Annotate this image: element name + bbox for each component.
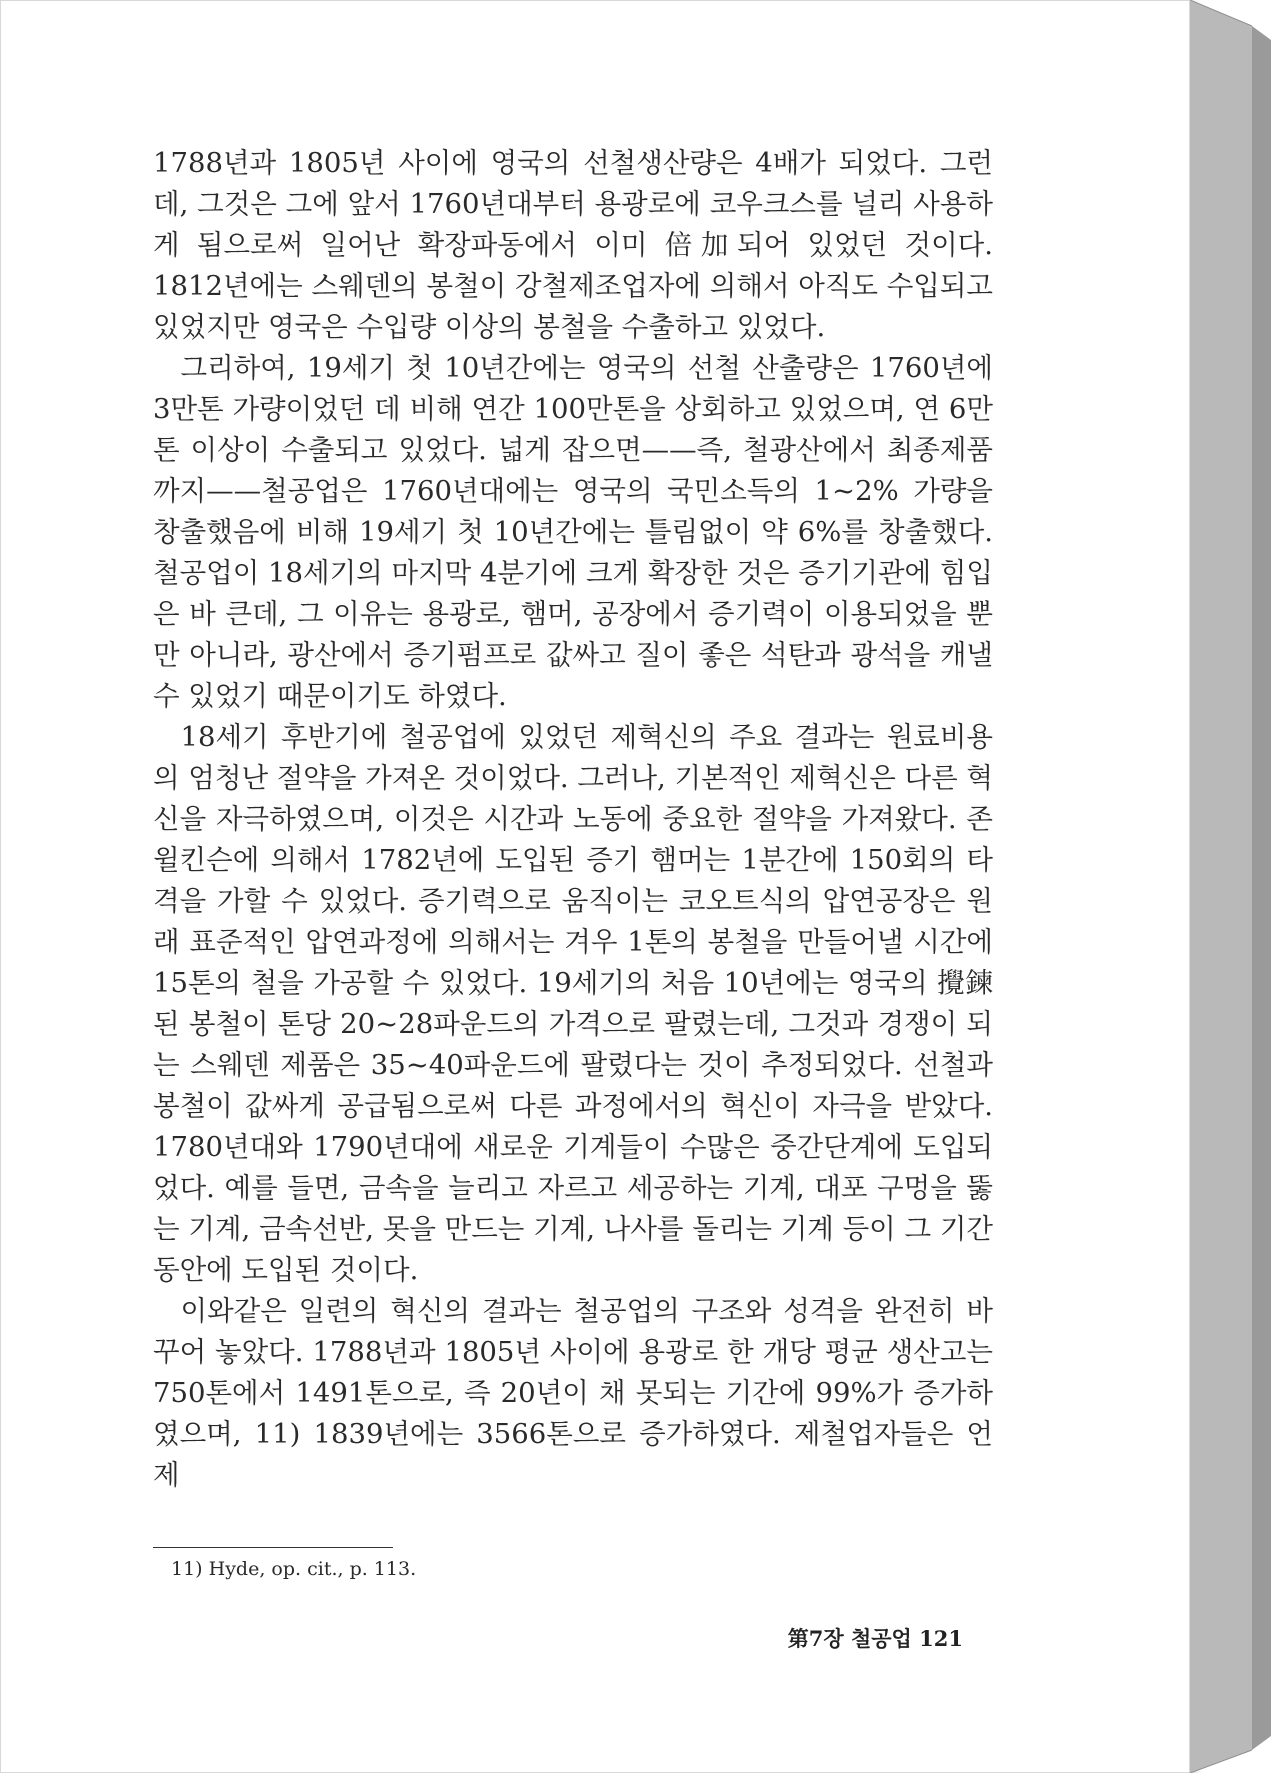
paragraph-4: 이와같은 일련의 혁신의 결과는 철공업의 구조와 성격을 완전히 바꾸어 놓았다. 1788년과 1805년 사이에 용광로 한 개당 평균 생산고는 750톤에서 1491톤으로, 즉 20년이 채 못되는 기간에 99%가 증가하였으며, 11) 1839년에는 3566톤으로 증가하였다. 제철업자들은 언제: [153, 1295, 993, 1491]
book-edge-shape: [1190, 0, 1271, 1773]
footnote-divider: [153, 1547, 393, 1548]
footnote: 11) Hyde, op. cit., p. 113.: [171, 1558, 417, 1580]
paragraph-1: 1788년과 1805년 사이에 영국의 선철생산량은 4배가 되었다. 그런데, 그것은 그에 앞서 1760년대부터 용광로에 코우크스를 널리 사용하게 됨으로써 일어난 확장파동에서 이미 倍加되어 있었던 것이다. 1812년에는 스웨덴의 봉철이 강철제조업자에 의해서 아직도 수입되고 있었지만 영국은 수입량 이상의 봉철을 수출하고 있었다.: [153, 147, 993, 343]
paragraph-2: 그리하여, 19세기 첫 10년간에는 영국의 선철 산출량은 1760년에 3만톤 가량이었던 데 비해 연간 100만톤을 상회하고 있었으며, 연 6만톤 이상이 수출되고 있었다. 넓게 잡으면——즉, 철광산에서 최종제품까지——철공업은 1760년대에는 영국의 국민소득의 1~2% 가량을 창출했음에 비해 19세기 첫 10년간에는 틀림없이 약 6%를 창출했다. 철공업이 18세기의 마지막 4분기에 크게 확장한 것은 증기기관에 힘입은 바 큰데, 그 이유는 용광로, 햄머, 공장에서 증기력이 이용되었을 뿐만 아니라, 광산에서 증기펌프로 값싸고 질이 좋은 석탄과 광석을 캐낼 수 있었기 때문이기도 하였다.: [153, 352, 993, 712]
paragraph-3: 18세기 후반기에 철공업에 있었던 제혁신의 주요 결과는 원료비용의 엄청난 절약을 가져온 것이었다. 그러나, 기본적인 제혁신은 다른 혁신을 자극하였으며, 이것은 시간과 노동에 중요한 절약을 가져왔다. 존 윌킨슨에 의해서 1782년에 도입된 증기 햄머는 1분간에 150회의 타격을 가할 수 있었다. 증기력으로 움직이는 코오트식의 압연공장은 원래 표준적인 압연과정에 의해서는 겨우 1톤의 봉철을 만들어낼 시간에 15톤의 철을 가공할 수 있었다. 19세기의 처음 10년에는 영국의 攪鍊된 봉철이 톤당 20~28파운드의 가격으로 팔렸는데, 그것과 경쟁이 되는 스웨덴 제품은 35~40파운드에 팔렸다는 것이 추정되었다. 선철과 봉철이 값싸게 공급됨으로써 다른 과정에서의 혁신이 자극을 받았다. 1780년대와 1790년대에 새로운 기계들이 수많은 중간단계에 도입되었다. 예를 들면, 금속을 늘리고 자르고 세공하는 기계, 대포 구멍을 뚫는 기계, 금속선반, 못을 만드는 기계, 나사를 돌리는 기계 등이 그 기간 동안에 도입된 것이다.: [153, 721, 993, 1286]
book-spine-edge: [1190, 0, 1271, 1773]
body-text: [153, 143, 993, 1496]
page-footer: 第7장 철공업 121: [787, 1626, 963, 1651]
